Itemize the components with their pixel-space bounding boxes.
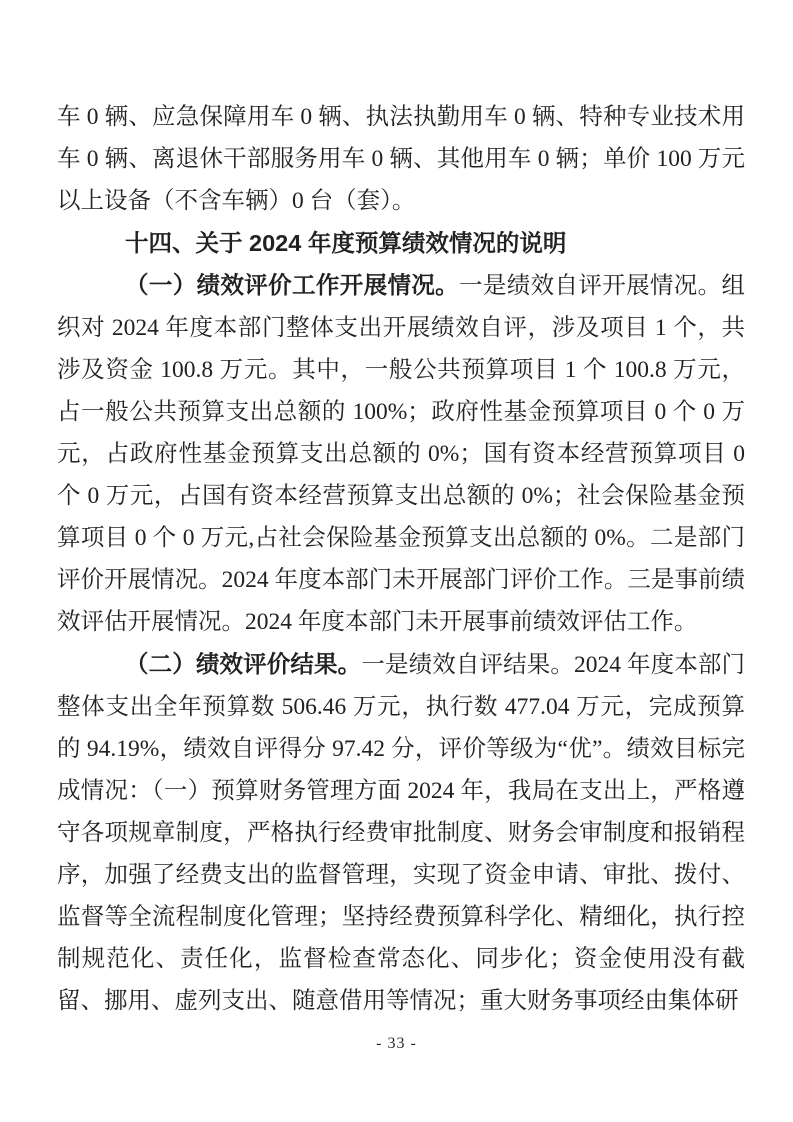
paragraph-evaluation-result-body: 一是绩效自评结果。2024 年度本部门整体支出全年预算数 506.46 万元，执行数 477.04 万元，完成预算的 94.19%，绩效自评得分 97.42 分，评价等级为“优”。绩效目标完成情况：（一）预算财务管理方面 2024 年，我局在支出上，严格遵守各项规章制度，严格执行经费审批制度、财务会审制度和报销程序，加强了经费支出的监督管理，实现了资金申请、审批、拨付、监督等全流程制度化管理；坚持经费预算科学化、精细化，执行控制规范化、责任化，监督检查常态化、同步化；资金使用没有截留、挪用、虚列支出、随意借用等情况；重大财务事项经由集体研 [57, 652, 746, 1014]
paragraph-evaluation-work [57, 264, 745, 643]
paragraph-vehicle-counts: 车 0 辆、应急保障用车 0 辆、执法执勤用车 0 辆、特种专业技术用车 0 辆、离退休干部服务用车 0 辆、其他用车 0 辆；单价 100 万元以上设备（不含车辆）0 台（套）。 [57, 104, 745, 214]
paragraph-evaluation-result [57, 643, 745, 1022]
page-number: - 33 - [376, 1035, 417, 1052]
paragraph-evaluation-result-lead: （二）绩效评价结果。 [125, 651, 362, 677]
paragraph-evaluation-work-lead: （一）绩效评价工作开展情况。 [125, 272, 460, 298]
section-heading-14: 十四、关于 2024 年度预算绩效情况的说明 [125, 230, 567, 256]
paragraph-evaluation-work-body: 一是绩效自评开展情况。组织对 2024 年度本部门整体支出开展绩效自评，涉及项目 1 个，共涉及资金 100.8 万元。其中，一般公共预算项目 1 个 100.8 万元，占一般公共预算支出总额的 100%；政府性基金预算项目 0 个 0 万元，占政府性基金预算支出总额的 0%；国有资本经营预算项目 0 个 0 万元，占国有资本经营预算支出总额的 0%；社会保险基金预算项目 0 个 0 万元,占社会保险基金预算支出总额的 0%。二是部门评价开展情况。2024 年度本部门未开展部门评价工作。三是事前绩效评估开展情况。2024 年度本部门未开展事前绩效评估工作。 [57, 273, 746, 635]
document-body [57, 96, 745, 1022]
